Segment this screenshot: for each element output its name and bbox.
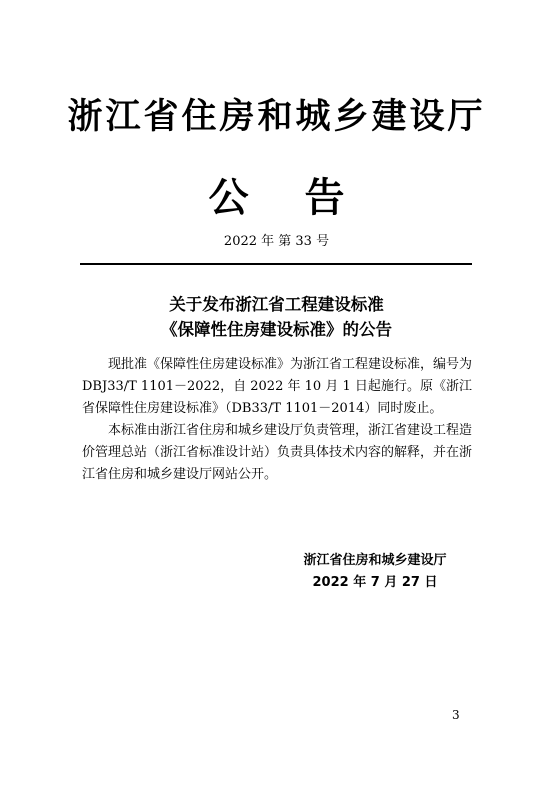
signature-organization: 浙江省住房和城乡建设厅: [303, 553, 447, 568]
notice-body: [82, 354, 472, 486]
body-paragraph-1: 现批准《保障性住房建设标准》为浙江省工程建设标准，编号为 DBJ33/T 1101－2022，自 2022 年 10 月 1 日起施行。原《浙江省保障性住房建设标准》（DB33/T 1101－2014）同时废止。: [82, 357, 473, 416]
issuer-heading: 浙江省住房和城乡建设厅: [67, 97, 486, 137]
signature-block: [280, 550, 470, 594]
signature-date: 2022 年 7 月 27 日: [312, 575, 438, 590]
document-type-char-2: 告: [304, 175, 345, 221]
document-number: 2022 年 第 33 号: [223, 234, 330, 249]
document-type-heading: [0, 170, 553, 226]
header-divider: [80, 263, 472, 265]
notice-title: [0, 292, 553, 342]
page-number: 3: [452, 708, 460, 722]
body-paragraph-2: 本标准由浙江省住房和城乡建设厅负责管理，浙江省建设工程造价管理总站（浙江省标准设计站）负责具体技术内容的解释，并在浙江省住房和城乡建设厅网站公开。: [82, 423, 473, 482]
notice-title-line-1: 关于发布浙江省工程建设标准: [169, 295, 384, 314]
notice-title-line-2: 《保障性住房建设标准》的公告: [161, 320, 392, 339]
document-type-char-1: 公: [208, 175, 249, 221]
